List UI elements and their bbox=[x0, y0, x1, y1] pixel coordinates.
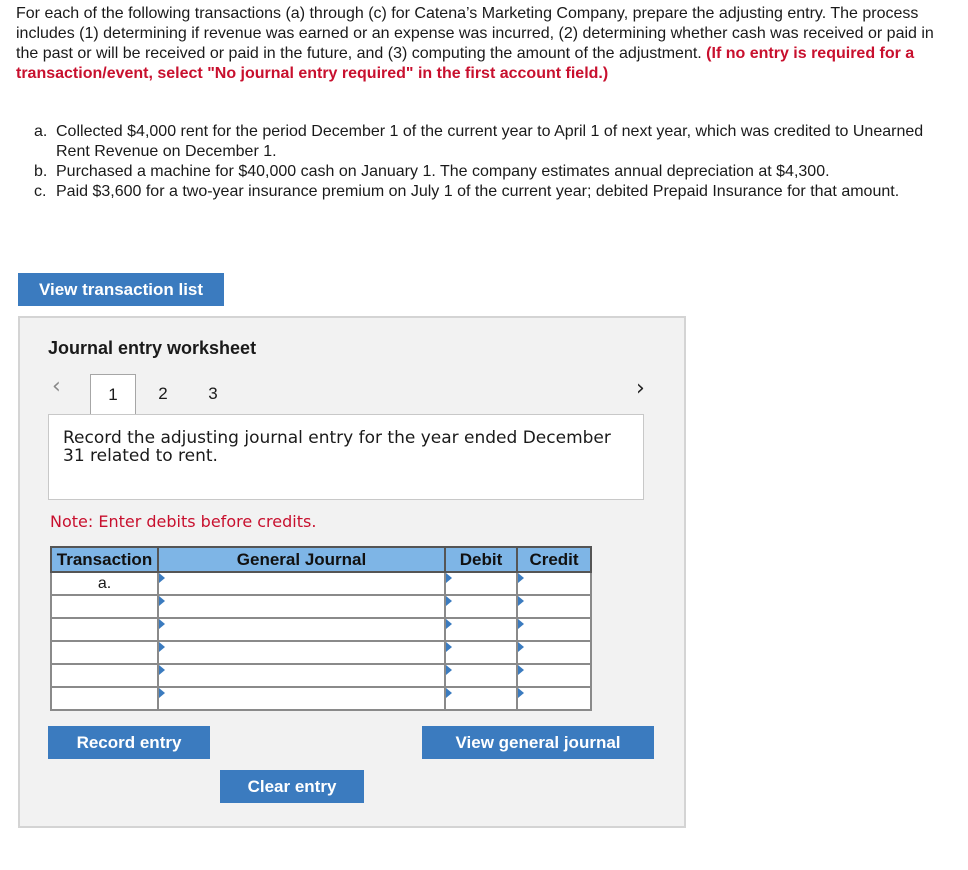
journal-table bbox=[50, 546, 592, 711]
account-field[interactable] bbox=[158, 641, 445, 664]
clear-entry-button[interactable]: Clear entry bbox=[220, 770, 364, 803]
dropdown-arrow-icon bbox=[518, 642, 524, 652]
entry-note: Note: Enter debits before credits. bbox=[50, 512, 317, 531]
credit-field[interactable] bbox=[517, 595, 591, 618]
transaction-cell: a. bbox=[51, 572, 158, 595]
dropdown-arrow-icon bbox=[159, 596, 165, 606]
dropdown-arrow-icon bbox=[159, 619, 165, 629]
dropdown-arrow-icon bbox=[159, 642, 165, 652]
credit-field[interactable] bbox=[517, 641, 591, 664]
credit-field[interactable] bbox=[517, 618, 591, 641]
table-header-row bbox=[51, 547, 591, 572]
transaction-text: Paid $3,600 for a two-year insurance premium on July 1 of the current year; debited Prepaid Insurance for that amount. bbox=[56, 183, 900, 200]
dropdown-arrow-icon bbox=[518, 573, 524, 583]
transaction-item bbox=[34, 182, 954, 202]
column-header-general-journal: General Journal bbox=[158, 547, 445, 572]
account-field[interactable] bbox=[158, 572, 445, 595]
chevron-right-icon[interactable]: › bbox=[636, 376, 645, 401]
transaction-letter: b. bbox=[34, 163, 48, 180]
table-row bbox=[51, 618, 591, 641]
dropdown-arrow-icon bbox=[518, 619, 524, 629]
dropdown-arrow-icon bbox=[446, 573, 452, 583]
transaction-text: Collected $4,000 rent for the period December 1 of the current year to April 1 of next year, which was credited to Unearned Rent Revenue on December 1. bbox=[56, 123, 924, 160]
table-row bbox=[51, 664, 591, 687]
transaction-cell bbox=[51, 641, 158, 664]
column-header-credit: Credit bbox=[517, 547, 591, 572]
transaction-cell bbox=[51, 664, 158, 687]
view-general-journal-button[interactable]: View general journal bbox=[422, 726, 654, 759]
transaction-item bbox=[34, 122, 954, 162]
table-row bbox=[51, 572, 591, 595]
debit-field[interactable] bbox=[445, 618, 517, 641]
dropdown-arrow-icon bbox=[446, 665, 452, 675]
table-row bbox=[51, 595, 591, 618]
table-row bbox=[51, 687, 591, 710]
column-header-debit: Debit bbox=[445, 547, 517, 572]
dropdown-arrow-icon bbox=[159, 688, 165, 698]
transaction-list bbox=[34, 122, 954, 202]
debit-field[interactable] bbox=[445, 641, 517, 664]
chevron-left-icon[interactable]: ‹ bbox=[52, 374, 61, 399]
dropdown-arrow-icon bbox=[446, 596, 452, 606]
instructions-requirement: (If no entry is required for a transaction/event, select "No journal entry required" in the first account field.) bbox=[16, 45, 915, 82]
instructions bbox=[16, 4, 956, 84]
credit-field[interactable] bbox=[517, 664, 591, 687]
transaction-cell bbox=[51, 687, 158, 710]
view-transaction-list-button[interactable]: View transaction list bbox=[18, 273, 224, 306]
record-entry-button[interactable]: Record entry bbox=[48, 726, 210, 759]
tab-1[interactable]: 1 bbox=[90, 374, 136, 414]
credit-field[interactable] bbox=[517, 572, 591, 595]
tab-2[interactable]: 2 bbox=[158, 384, 168, 403]
transaction-item bbox=[34, 162, 954, 182]
dropdown-arrow-icon bbox=[518, 596, 524, 606]
debit-field[interactable] bbox=[445, 664, 517, 687]
transaction-letter: a. bbox=[34, 123, 48, 140]
dropdown-arrow-icon bbox=[518, 665, 524, 675]
journal-entry-worksheet bbox=[18, 316, 686, 828]
dropdown-arrow-icon bbox=[446, 688, 452, 698]
transaction-cell bbox=[51, 618, 158, 641]
instructions-text: For each of the following transactions (a) through (c) for Catena’s Marketing Company, prepare the adjusting entry. The process includes (1) determining if revenue was earned or an expense was incurred, (2) determining whether cash was received or paid in the past or will be received or paid in the future, and (3) computing the amount of the adjustment. bbox=[16, 5, 934, 62]
transaction-text: Purchased a machine for $40,000 cash on January 1. The company estimates annual depreciation at $4,300. bbox=[56, 163, 830, 180]
dropdown-arrow-icon bbox=[159, 665, 165, 675]
debit-field[interactable] bbox=[445, 687, 517, 710]
account-field[interactable] bbox=[158, 687, 445, 710]
account-field[interactable] bbox=[158, 618, 445, 641]
table-row bbox=[51, 641, 591, 664]
account-field[interactable] bbox=[158, 595, 445, 618]
dropdown-arrow-icon bbox=[159, 573, 165, 583]
column-header-transaction: Transaction bbox=[51, 547, 158, 572]
tab-3[interactable]: 3 bbox=[208, 384, 218, 403]
worksheet-title: Journal entry worksheet bbox=[48, 338, 257, 358]
dropdown-arrow-icon bbox=[518, 688, 524, 698]
dropdown-arrow-icon bbox=[446, 619, 452, 629]
entry-prompt: Record the adjusting journal entry for the year ended December 31 related to rent. bbox=[48, 414, 644, 500]
transaction-cell bbox=[51, 595, 158, 618]
debit-field[interactable] bbox=[445, 572, 517, 595]
debit-field[interactable] bbox=[445, 595, 517, 618]
credit-field[interactable] bbox=[517, 687, 591, 710]
transaction-letter: c. bbox=[34, 183, 47, 200]
account-field[interactable] bbox=[158, 664, 445, 687]
dropdown-arrow-icon bbox=[446, 642, 452, 652]
